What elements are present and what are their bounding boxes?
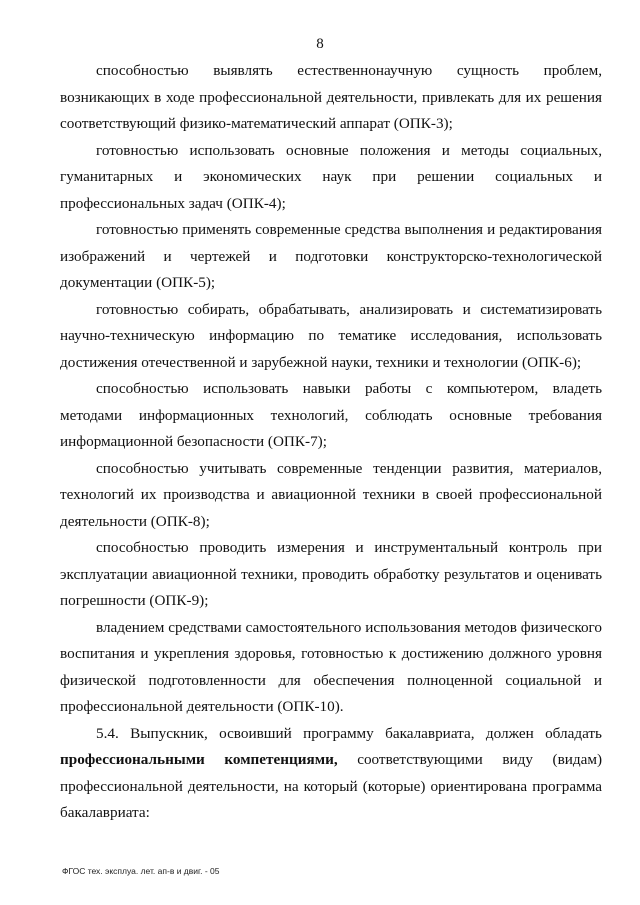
competency-opk-8: способностью учитывать современные тенденции развития, материалов, технологий их производства и авиационной техники в своей профессиональной деятельности (ОПК-8); <box>60 459 602 530</box>
competency-opk-5: готовностью применять современные средства выполнения и редактирования изображений и чертежей и подготовки конструкторско-технологической документации (ОПК-5); <box>60 221 602 291</box>
section-5-4-tail: соответствующими виду (видам) профессиональной деятельности, на который (которые) ориентирована программа бакалавриата: <box>60 751 603 821</box>
competency-opk-7: способностью использовать навыки работы с компьютером, владеть методами информационных технологий, соблюдать основные требования информационной безопасности (ОПК-7); <box>60 380 602 450</box>
page-number: 8 <box>316 36 324 52</box>
competency-opk-4: готовностью использовать основные положения и методы социальных, гуманитарных и экономических наук при решении социальных и профессиональных задач (ОПК-4); <box>60 141 602 212</box>
section-5-4-lead: 5.4. Выпускник, освоивший программу бакалавриата, должен обладать <box>96 724 602 742</box>
competency-opk-10: владением средствами самостоятельного использования методов физического воспитания и укрепления здоровья, готовностью к достижению должного уровня физической подготовленности для обеспечения полноценной социальной и профессиональной деятельности (ОПК-10). <box>60 618 602 715</box>
section-5-4-bold-term: профессиональными компетенциями, <box>60 751 338 768</box>
competency-opk-3: способностью выявлять естественнонаучную сущность проблем, возникающих в ходе профессиональной деятельности, привлекать для их решения соответствующий физико-математический аппарат (ОПК-3); <box>60 62 602 132</box>
document-footer: ФГОС тех. эксплуа. лет. ап-в и двиг. - 05 <box>62 866 220 876</box>
competency-opk-9: способностью проводить измерения и инструментальный контроль при эксплуатации авиационной техники, проводить обработку результатов и оценивать погрешности (ОПК-9); <box>60 539 602 609</box>
competency-opk-6: готовностью собирать, обрабатывать, анализировать и систематизировать научно-техническую информацию по тематике исследования, использовать достижения отечественной и зарубежной науки, техники и технологии (ОПК-6); <box>60 300 602 371</box>
document-body <box>60 58 602 827</box>
section-5-4-paragraph <box>60 721 602 827</box>
